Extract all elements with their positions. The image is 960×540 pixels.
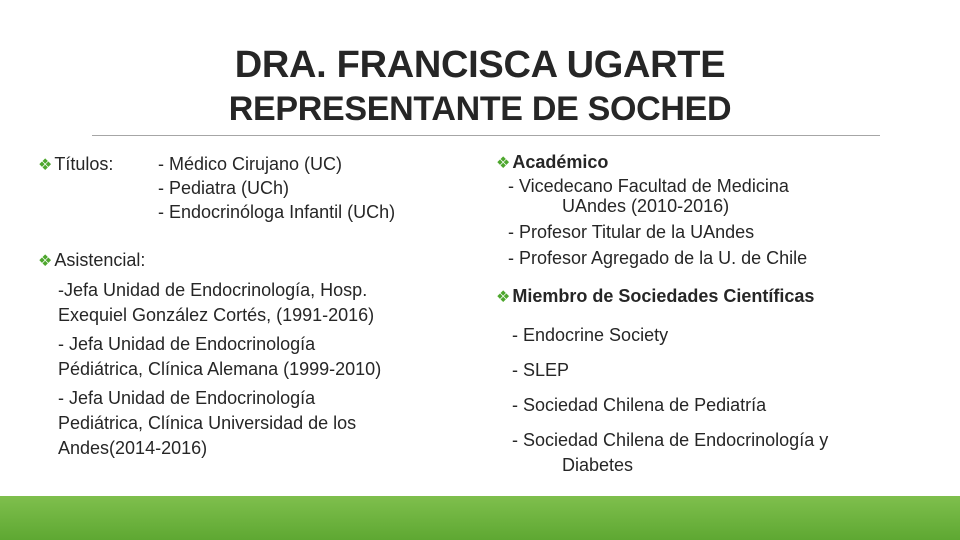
titulos-list	[158, 152, 395, 224]
diamond-bullet-icon: ❖	[38, 157, 53, 174]
list-item: - Pediatra (UCh)	[158, 178, 290, 198]
academico-section	[496, 150, 608, 176]
list-item: - Vicedecano Facultad de Medicina	[508, 176, 789, 196]
list-item: - Médico Cirujano (UC)	[158, 154, 343, 174]
asistencial-label: Asistencial:	[54, 250, 146, 270]
footer-bar	[0, 496, 960, 540]
list-item: - Jefa Unidad de Endocrinología	[58, 388, 316, 408]
list-item: - SLEP	[512, 360, 570, 380]
list-item: - Endocrine Society	[512, 325, 669, 345]
asistencial-list	[58, 276, 381, 463]
academico-list	[508, 175, 807, 269]
list-item: -Jefa Unidad de Endocrinología, Hosp.	[58, 280, 368, 300]
list-item: - Endocrinóloga Infantil (UCh)	[158, 202, 396, 222]
list-item: UAndes (2010-2016)	[562, 196, 730, 216]
titulos-label: Títulos:	[54, 154, 114, 174]
list-item: - Profesor Agregado de la U. de Chile	[508, 248, 808, 268]
list-item: Diabetes	[562, 455, 634, 475]
diamond-bullet-icon: ❖	[496, 289, 511, 306]
list-item: Pediátrica, Clínica Universidad de los	[58, 413, 357, 433]
diamond-bullet-icon: ❖	[38, 253, 53, 270]
title-divider	[92, 135, 880, 136]
list-item: Exequiel González Cortés, (1991-2016)	[58, 305, 375, 325]
list-item: - Sociedad Chilena de Pediatría	[512, 395, 767, 415]
sociedades-section	[496, 284, 814, 310]
list-item: Andes(2014-2016)	[58, 438, 208, 458]
diamond-bullet-icon: ❖	[496, 155, 511, 172]
slide-subtitle: REPRESENTANTE DE SOCHED	[228, 90, 732, 128]
academico-label: Académico	[512, 152, 609, 172]
sociedades-list	[512, 318, 828, 479]
sociedades-label: Miembro de Sociedades Científicas	[512, 286, 815, 306]
list-item: Pédiátrica, Clínica Alemana (1999-2010)	[58, 359, 382, 379]
titulos-section	[38, 152, 113, 178]
list-item: - Profesor Titular de la UAndes	[508, 222, 755, 242]
slide-title: DRA. FRANCISCA UGARTE	[234, 44, 726, 86]
asistencial-section	[38, 248, 145, 274]
list-item: - Jefa Unidad de Endocrinología	[58, 334, 316, 354]
list-item: - Sociedad Chilena de Endocrinología y	[512, 430, 829, 450]
